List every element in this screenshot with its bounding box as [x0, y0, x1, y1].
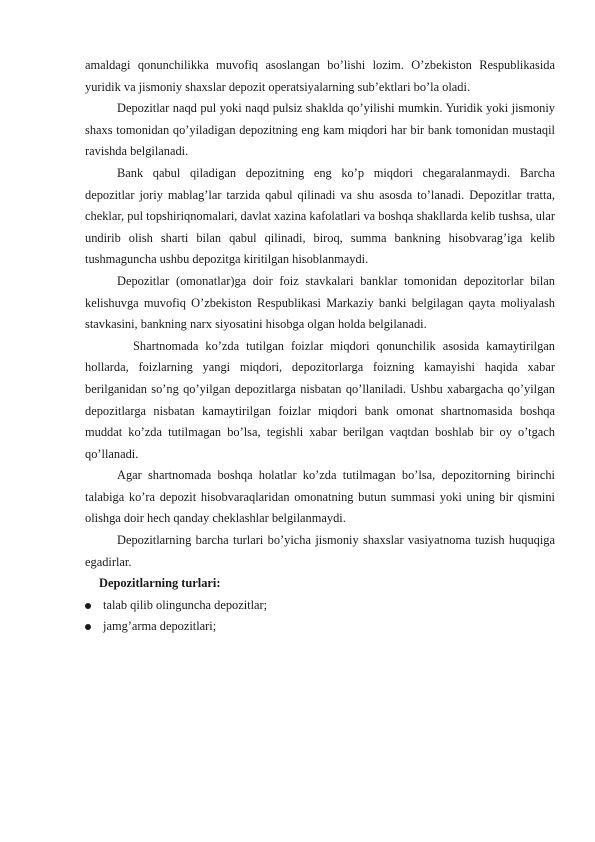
- paragraph-5: Shartnomada ko’zda tutilgan foizlar miqdori qonunchilik asosida kamaytirilgan hollarda, foizlarning yangi miqdori, depozitorlarga foizning kamayishi haqida xabar berilganidan so’ng qo’yilgan depozitlarga nisbatan qo’llaniladi. Ushbu xabargacha qo’yilgan depozitlarga nisbatan kamaytirilgan foizlar miqdori bank omonat shartnomasida boshqa muddat ko’zda tutilmagan bo’lsa, tegishli xabar berilgan vaqtdan boshlab bir oy o’tgach qo’llanadi.: [85, 338, 555, 461]
- section-heading: Depozitlarning turlari:: [99, 576, 221, 591]
- paragraph-6: Agar shartnomada boshqa holatlar ko’zda tutilmagan bo’lsa, depozitorning birinchi talabiga ko’ra depozit hisobvaraqlaridan omonatning butun summasi yoki uning bir qismini olishga doir hech qanday cheklashlar belgilanmaydi.: [85, 468, 555, 526]
- paragraph-4: Depozitlar (omonatlar)ga doir foiz stavkalari banklar tomonidan depozitorlar bilan kelishuvga muvofiq O’zbekiston Respublikasi Markaziy banki belgilagan qayta moliyalash stavkasini, bankning narx siyosatini hisobga olgan holda belgilanadi.: [85, 273, 555, 332]
- paragraph-2: Depozitlar naqd pul yoki naqd pulsiz shaklda qo’yilishi mumkin. Yuridik yoki jismoniy shaxs tomonidan qo’yiladigan depozitning eng kam miqdori har bir bank tomonidan mustaqil ravishda belgilanadi.: [85, 101, 555, 159]
- document-page: [85, 55, 555, 638]
- bullet-list: [85, 595, 555, 638]
- list-item: [85, 616, 555, 638]
- list-item: [85, 595, 555, 617]
- paragraph-1: amaldagi qonunchilikka muvofiq asoslangan bo’lishi lozim. O’zbekiston Respublikasida yuridik va jismoniy shaxslar depozit operatsiyalarning sub’ektlari bo’la oladi.: [85, 58, 555, 94]
- paragraph-3: Bank qabul qiladigan depozitning eng ko’p miqdori chegaralanmaydi. Barcha depozitlar joriy mablag’lar tarzida qabul qilinadi va shu asosda to’lanadi. Depozitlar tratta, cheklar, pul topshiriqnomalari, davlat xazina kafolatlari va boshqa shakllarda kelib tushsa, ular undirib olish sharti bilan qabul qilinadi, biroq, summa bankning hisobvarag’iga kelib tushmaguncha ushbu depozitga kiritilgan hisoblanmaydi.: [85, 165, 555, 267]
- paragraph-7: Depozitlarning barcha turlari bo’yicha jismoniy shaxslar vasiyatnoma tuzish huquqiga egadirlar.: [85, 533, 555, 569]
- bullet-icon: [85, 603, 91, 609]
- bullet-icon: [85, 624, 91, 630]
- list-item-text: jamg’arma depozitlari;: [103, 619, 217, 634]
- list-item-text: talab qilib olinguncha depozitlar;: [103, 597, 268, 612]
